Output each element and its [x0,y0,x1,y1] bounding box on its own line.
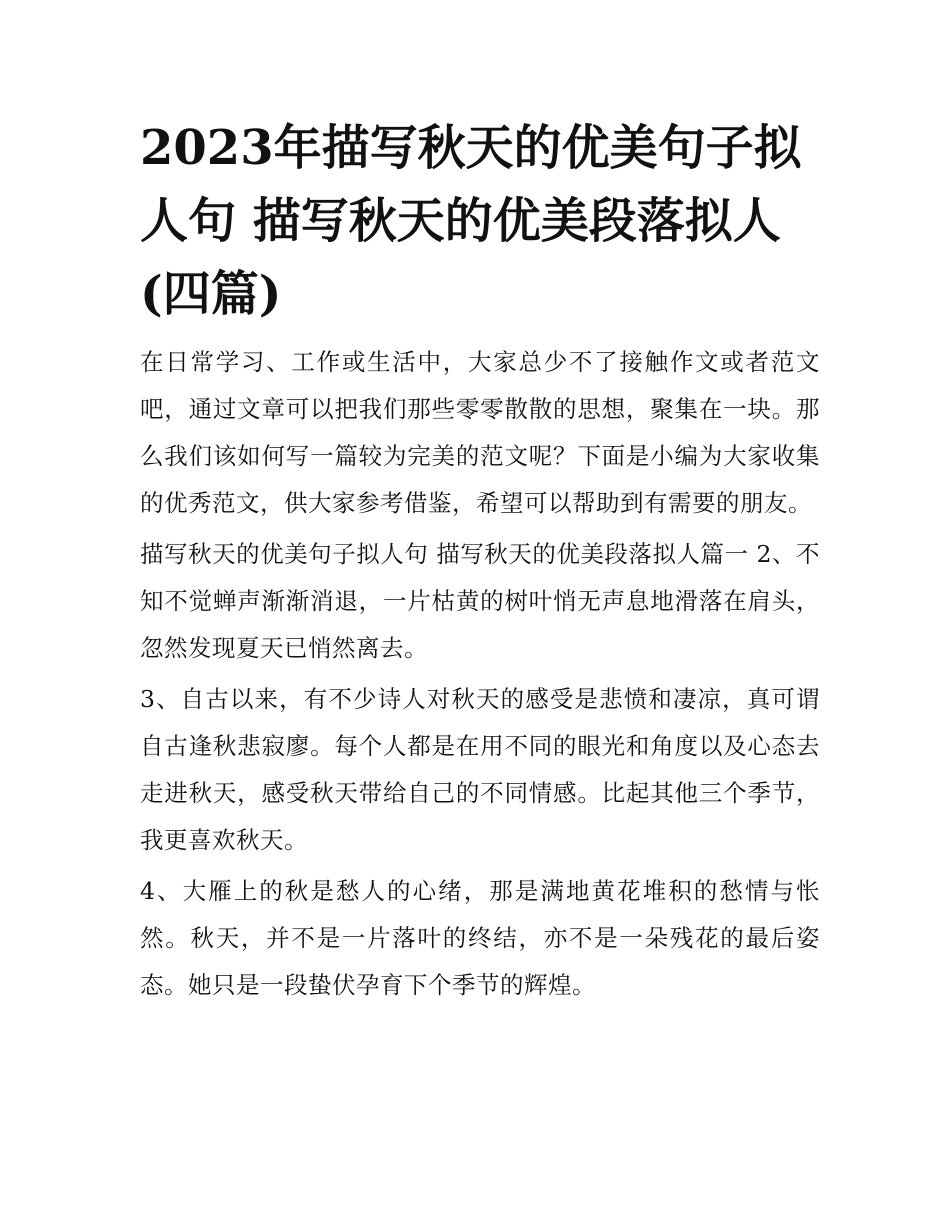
body-paragraph-2: 3、自古以来，有不少诗人对秋天的感受是悲愤和凄凉，真可谓自古逢秋悲寂廖。每个人都是在用不同的眼光和角度以及心态去走进秋天，感受秋天带给自己的不同情感。比起其他三个季节，我更喜欢秋天。 [140,685,820,854]
body-paragraph-3: 4、大雁上的秋是愁人的心绪，那是满地黄花堆积的愁情与怅然。秋天，并不是一片落叶的终结，亦不是一朵残花的最后姿态。她只是一段蛰伏孕育下个季节的辉煌。 [140,877,820,999]
intro-paragraph: 在日常学习、工作或生活中，大家总少不了接触作文或者范文吧，通过文章可以把我们那些零零散散的思想，聚集在一块。那么我们该如何写一篇较为完美的范文呢？下面是小编为大家收集的优秀范文，供大家参考借鉴，希望可以帮助到有需要的朋友。 [140,348,820,517]
body-paragraph-1: 描写秋天的优美句子拟人句 描写秋天的优美段落拟人篇一 2、不知不觉蝉声渐渐消退，一片枯黄的树叶悄无声息地滑落在肩头，忽然发现夏天已悄然离去。 [140,540,820,662]
document-title: 2023年描写秋天的优美句子拟人句 描写秋天的优美段落拟人(四篇) [140,120,802,322]
document-page [140,112,820,1013]
